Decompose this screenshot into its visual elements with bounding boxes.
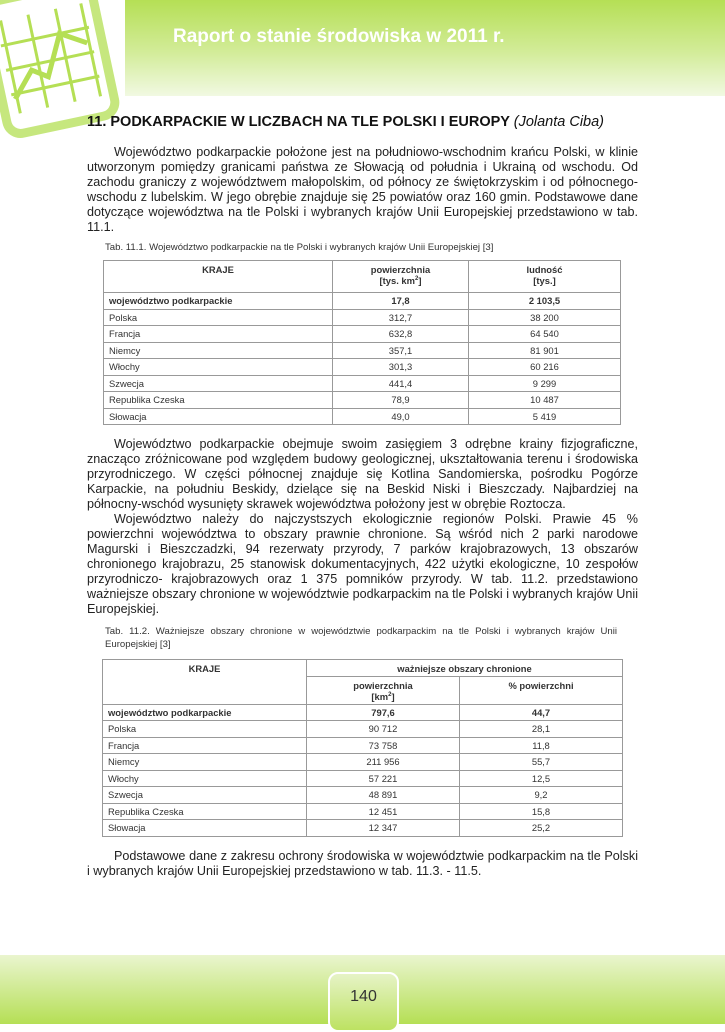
table-row [104, 359, 621, 376]
value-cell: 49,0 [333, 408, 469, 425]
country-cell: Niemcy [104, 342, 333, 359]
value-cell: 9,2 [460, 787, 623, 804]
header-band [125, 0, 725, 96]
country-cell: Niemcy [103, 754, 307, 771]
table-row [104, 408, 621, 425]
section-author: (Jolanta Ciba) [513, 114, 604, 130]
main-content [87, 114, 638, 879]
value-cell: 9 299 [469, 375, 621, 392]
paragraph: Podstawowe dane z zakresu ochrony środowiska w województwie podkarpackim na tle Polski i wybranych krajów Unii Europejskiej przedstawiono w tab. 11.3. - 11.5. [87, 848, 638, 878]
table-row [103, 721, 623, 738]
country-cell: Szwecja [103, 787, 307, 804]
table-row [104, 326, 621, 343]
table-protected-areas: KRAJE ważniejsze obszary chronione powierzchnia $[km^2]$ % powierzchni województwo podkarpackie 797,6 44,7 Polska 90 712 28,1 Francja 73 758 11,8 Niemcy 211 956 55,7 Włochy 57 221 12,5 Szwecja 48 891 9,2 Republika Czeska 12 451 15,8 Słowacja 12 347 25,2 [102, 659, 623, 837]
table-row [104, 293, 621, 310]
country-cell: Francja [104, 326, 333, 343]
country-cell: Słowacja [104, 408, 333, 425]
table-row [103, 754, 623, 771]
value-cell: 90 712 [307, 721, 460, 738]
value-cell: 301,3 [333, 359, 469, 376]
value-cell: 28,1 [460, 721, 623, 738]
value-cell: 357,1 [333, 342, 469, 359]
value-cell: 10 487 [469, 392, 621, 409]
value-cell: 211 956 [307, 754, 460, 771]
value-cell: 312,7 [333, 309, 469, 326]
table-row [103, 704, 623, 721]
value-cell: 17,8 [333, 293, 469, 310]
value-cell: 12 347 [307, 820, 460, 837]
table-row [104, 392, 621, 409]
value-cell: 38 200 [469, 309, 621, 326]
report-title: Raport o stanie środowiska w 2011 r. [173, 26, 505, 47]
paragraph: Województwo podkarpackie obejmuje swoim zasięgiem 3 odrębne krainy fizjograficzne, znacząco zróżnicowane pod względem budowy geologicznej, ukształtowania terenu i środowiska przyrodniczego. W części północnej znajduje się Kotlina Sandomierska, pośrodku Pogórze Karpackie, na południu Beskidy, dzielące się na Beskid Niski i Bieszczady. Najbardziej na północny-wschód wysunięty skrawek województwa położony jest w obrębie Roztocza. Województwo należy do najczystszych ekologicznie regionów Polski. Prawie 45 % powierzchni województwa to obszary prawnie chronione. Są wśród nich 2 parki narodowe Magurski i Bieszczadzki, 94 rezerwaty przyrody, 7 parków krajobrazowych, 13 obszarów chronionego krajobrazu, 25 stanowisk dokumentacyjnych, 422 użytki ekologiczne, 10 zespołów przyrodniczo- krajobrazowych oraz 1 375 pomników przyrody. W tab. 11.2. przedstawiono ważniejsze obszary chronione w województwie podkarpackim na tle Polski i wybranych krajów Unii Europejskiej. [87, 437, 638, 616]
value-cell: 81 901 [469, 342, 621, 359]
value-cell: 797,6 [307, 704, 460, 721]
value-cell: 60 216 [469, 359, 621, 376]
country-cell: Włochy [103, 770, 307, 787]
value-cell: 78,9 [333, 392, 469, 409]
country-cell: Republika Czeska [103, 803, 307, 820]
value-cell: 73 758 [307, 737, 460, 754]
paragraph: Województwo podkarpackie położone jest na południowo-wschodnim krańcu Polski, w klinie utworzonym pomiędzy granicami państwa ze Słowacją od południa i Ukrainą od wschodu. Od zachodu graniczy z województwem małopolskim, od północy ze świętokrzyskim i od północnego-wschodu z lubelskim. W jego obrębie znajduje się 25 powiatów oraz 160 gmin. Podstawowe dane dotyczące województwa na tle Polski i wybranych krajów Unii Europejskiej przedstawiono w tab. 11.1. [87, 145, 638, 234]
country-cell: Szwecja [104, 375, 333, 392]
table-row [103, 820, 623, 837]
value-cell: 57 221 [307, 770, 460, 787]
value-cell: 48 891 [307, 787, 460, 804]
table-row [104, 375, 621, 392]
value-cell: 11,8 [460, 737, 623, 754]
table-caption: Tab. 11.2. Ważniejsze obszary chronione w województwie podkarpackim na tle Polski i wybranych krajów Unii Europejskiej [3] [105, 626, 617, 650]
value-cell: 2 103,5 [469, 293, 621, 310]
country-cell: Francja [103, 737, 307, 754]
value-cell: 632,8 [333, 326, 469, 343]
value-cell: 12 451 [307, 803, 460, 820]
section-title: 11. PODKARPACKIE W LICZBACH NA TLE POLSKI I EUROPY (Jolanta Ciba) [87, 114, 604, 130]
value-cell: 5 419 [469, 408, 621, 425]
country-cell: województwo podkarpackie [103, 704, 307, 721]
value-cell: 64 540 [469, 326, 621, 343]
value-cell: 15,8 [460, 803, 623, 820]
value-cell: 441,4 [333, 375, 469, 392]
page-number: 140 [328, 972, 399, 1032]
country-cell: Polska [103, 721, 307, 738]
country-cell: Polska [104, 309, 333, 326]
value-cell: 25,2 [460, 820, 623, 837]
country-cell: Słowacja [103, 820, 307, 837]
table-row [104, 309, 621, 326]
table-row [103, 803, 623, 820]
value-cell: 55,7 [460, 754, 623, 771]
table-caption: Tab. 11.1. Województwo podkarpackie na tle Polski i wybranych krajów Unii Europejskiej [3] [105, 242, 494, 253]
value-cell: 12,5 [460, 770, 623, 787]
value-cell: 44,7 [460, 704, 623, 721]
table-row [103, 770, 623, 787]
country-cell: Republika Czeska [104, 392, 333, 409]
table-row [103, 787, 623, 804]
country-cell: Włochy [104, 359, 333, 376]
country-cell: województwo podkarpackie [104, 293, 333, 310]
table-row [103, 737, 623, 754]
table-area-population: KRAJE powierzchnia [tys. $km^2$] ludność [tys.] województwo podkarpackie 17,8 2 103,5 Polska 312,7 38 200 Francja 632,8 64 540 Niemcy 357,1 81 901 Włochy 301,3 60 216 Szwecja 441,4 9 299 Republika Czeska 78,9 10 487 Słowacja 49,0 5 419 [103, 260, 621, 425]
table-row [104, 342, 621, 359]
